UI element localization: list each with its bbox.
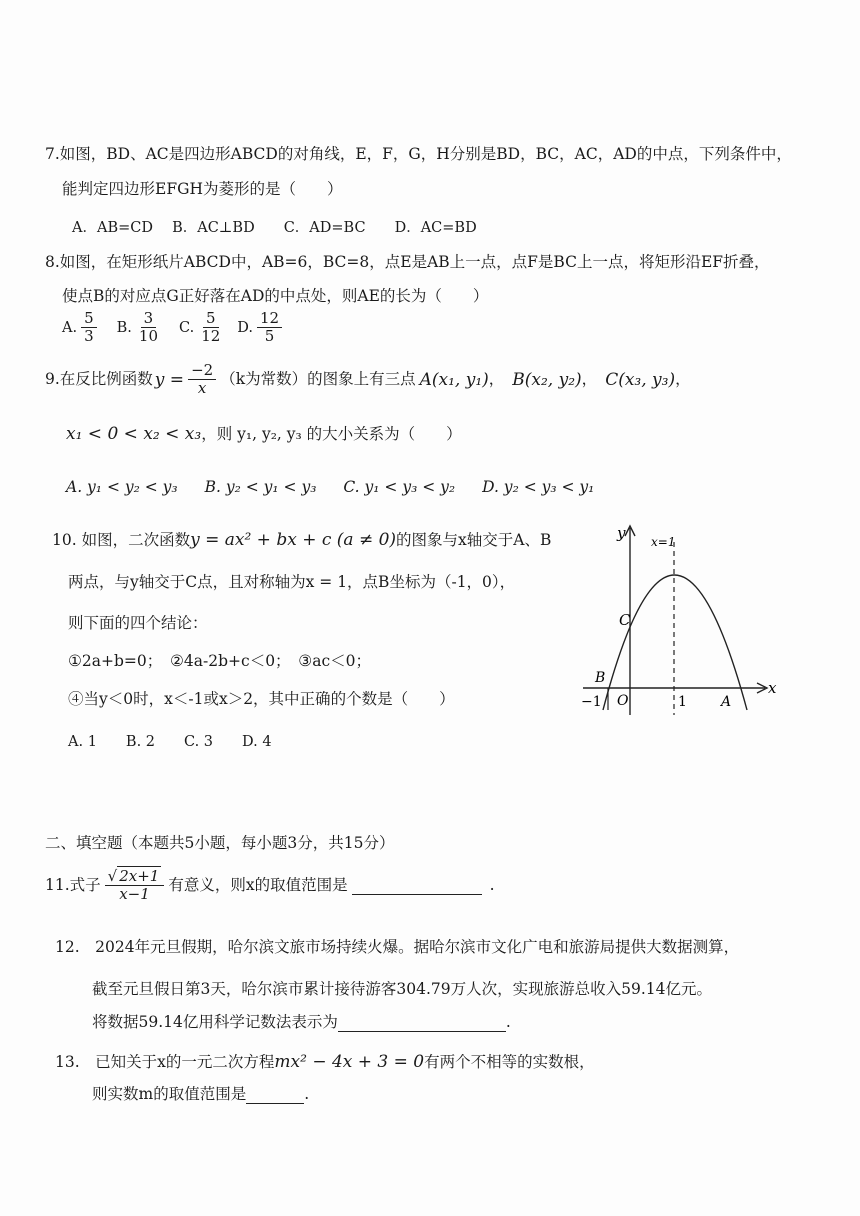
q8-option-c-fraction xyxy=(198,310,223,346)
point-b-label: B xyxy=(595,670,606,686)
q9-line1 xyxy=(45,362,691,398)
q9-option-a: A. y₁ < y₂ < y₃ xyxy=(66,478,178,496)
q8-options xyxy=(62,310,286,346)
q8-option-c-num: 5 xyxy=(203,310,219,328)
q8-line1: 8.如图，在矩形纸片ABCD中，AB=6，BC=8，点E是AB上一点，点F是BC上一点，将矩形沿EF折叠， xyxy=(45,253,770,271)
origin-label: O xyxy=(617,693,629,709)
q10-function: y = ax² + bx + c (a ≠ 0) xyxy=(190,530,397,550)
q7-line2: 能判定四边形EFGH为菱形的是（ ） xyxy=(62,180,343,198)
symmetry-axis-label: x=1 xyxy=(651,535,676,549)
q9-option-b: B. y₂ < y₁ < y₃ xyxy=(204,478,317,496)
q10-line1 xyxy=(52,530,551,550)
q9-point-b: B(x₂, y₂) xyxy=(512,369,582,390)
parabola-curve xyxy=(603,575,747,710)
point-c-label: C xyxy=(619,611,631,629)
q10-line4: ①2a+b=0； ②4a-2b+c＜0； ③ac＜0； xyxy=(68,652,371,670)
q8-option-c-den: 12 xyxy=(201,327,221,346)
q9-frac-den: x xyxy=(197,379,207,398)
q11-fraction xyxy=(105,868,165,904)
q12-line3-text: 将数据59.14亿用科学记数法表示为 xyxy=(92,1013,338,1032)
q12-line1: 12. 2024年元旦假期，哈尔滨文旅市场持续火爆。据哈尔滨市文化广电和旅游局提供大数据测算， xyxy=(55,938,740,956)
q11-radicand: 2x+1 xyxy=(119,867,160,885)
q13-line1-prefix: 13. 已知关于x的一元二次方程 xyxy=(55,1052,275,1071)
q9-sep1: ， xyxy=(488,370,505,389)
q8-option-b-den: 10 xyxy=(138,327,158,346)
q7-options: A．AB=CD B．AC⊥BD C．AD=BC D．AC=BD xyxy=(72,220,477,236)
q10-line1-suffix: 的图象与x轴交于A、B xyxy=(396,530,552,549)
q9-fraction xyxy=(188,362,216,398)
q13-line2 xyxy=(92,1085,309,1104)
q10-line2: 两点，与y轴交于C点，且对称轴为x = 1，点B坐标为（-1，0）， xyxy=(68,573,516,591)
q8-option-d-fraction xyxy=(257,310,282,346)
q10-parabola-graph xyxy=(575,520,795,720)
q8-option-c-label: C. xyxy=(179,319,195,336)
q12-answer-blank[interactable] xyxy=(338,1013,506,1032)
q13-line1 xyxy=(55,1052,595,1072)
q12-line3 xyxy=(92,1013,511,1032)
q10-line3: 则下面的四个结论： xyxy=(68,614,208,632)
q8-line2: 使点B的对应点G正好落在AD的中点处，则AE的长为（ ） xyxy=(62,287,489,305)
q8-option-b-label: B. xyxy=(116,319,132,336)
q9-options xyxy=(66,478,594,496)
q7-line1: 7.如图，BD、AC是四边形ABCD的对角线，E，F，G，H分别是BD，BC，AC，AD的中点，下列条件中， xyxy=(45,145,792,163)
q11-answer-blank[interactable] xyxy=(352,876,482,895)
q11-denominator: x−1 xyxy=(119,885,150,904)
q13-line1-suffix: 有两个不相等的实数根， xyxy=(424,1052,595,1071)
q9-line2 xyxy=(66,424,462,444)
q9-sep2: ， xyxy=(581,370,598,389)
q13-end: . xyxy=(304,1085,310,1104)
q9-option-c: C. y₁ < y₃ < y₂ xyxy=(343,478,456,496)
q10-line1-prefix: 10. 如图，二次函数 xyxy=(52,530,191,549)
point-a-label: A xyxy=(721,694,732,710)
q9-sep3: ， xyxy=(675,370,691,389)
q12-end: . xyxy=(505,1013,511,1032)
q10-options: A. 1 B. 2 C. 3 D. 4 xyxy=(68,734,272,750)
q8-option-b-num: 3 xyxy=(141,310,157,328)
q8-option-a-fraction xyxy=(81,310,97,346)
q9-line2-rest: ，则 y₁, y₂, y₃ 的大小关系为（ ） xyxy=(201,424,462,443)
q13-equation: mx² − 4x + 3 = 0 xyxy=(274,1052,425,1072)
q13-line2-text: 则实数m的取值范围是 xyxy=(92,1085,247,1104)
q8-option-d-num: 12 xyxy=(257,310,282,328)
y-axis-label: y xyxy=(617,524,626,542)
q8-option-a-num: 5 xyxy=(81,310,97,328)
q11-line xyxy=(45,868,495,904)
q12-line2: 截至元旦假日第3天，哈尔滨市累计接待游客304.79万人次，实现旅游总收入59.14亿元。 xyxy=(92,980,712,998)
q8-option-b-fraction xyxy=(136,310,161,346)
q8-option-d-label: D. xyxy=(237,319,253,336)
q11-prefix: 11.式子 xyxy=(45,876,101,895)
q9-frac-num: −2 xyxy=(188,362,216,380)
q9-point-c: C(x₃, y₃) xyxy=(605,369,676,390)
q10-line5: ④当y＜0时，x＜-1或x＞2，其中正确的个数是（ ） xyxy=(68,690,455,708)
x-axis-label: x xyxy=(768,679,777,697)
q11-end: . xyxy=(489,876,495,895)
q9-point-a: A(x₁, y₁) xyxy=(419,369,489,390)
q8-option-d-den: 5 xyxy=(264,327,275,346)
q9-mid: （k为常数）的图象上有三点 xyxy=(220,370,416,389)
q13-answer-blank[interactable] xyxy=(246,1085,304,1104)
q9-y-eq: y = xyxy=(154,369,185,390)
q11-numerator: √ 2x+1 xyxy=(105,868,165,886)
q11-suffix: 有意义，则x的取值范围是 xyxy=(168,876,348,895)
one-label: 1 xyxy=(678,694,687,710)
q9-option-d: D. y₂ < y₃ < y₁ xyxy=(482,478,595,496)
q8-option-a-den: 3 xyxy=(84,327,94,346)
minus-one-label: −1 xyxy=(581,694,602,710)
q9-condition: x₁ < 0 < x₂ < x₃ xyxy=(66,424,202,444)
q8-option-a-label: A. xyxy=(62,319,78,336)
section2-title: 二、填空题（本题共5小题，每小题3分，共15分） xyxy=(45,834,395,852)
q9-prefix: 9.在反比例函数 xyxy=(45,370,153,389)
